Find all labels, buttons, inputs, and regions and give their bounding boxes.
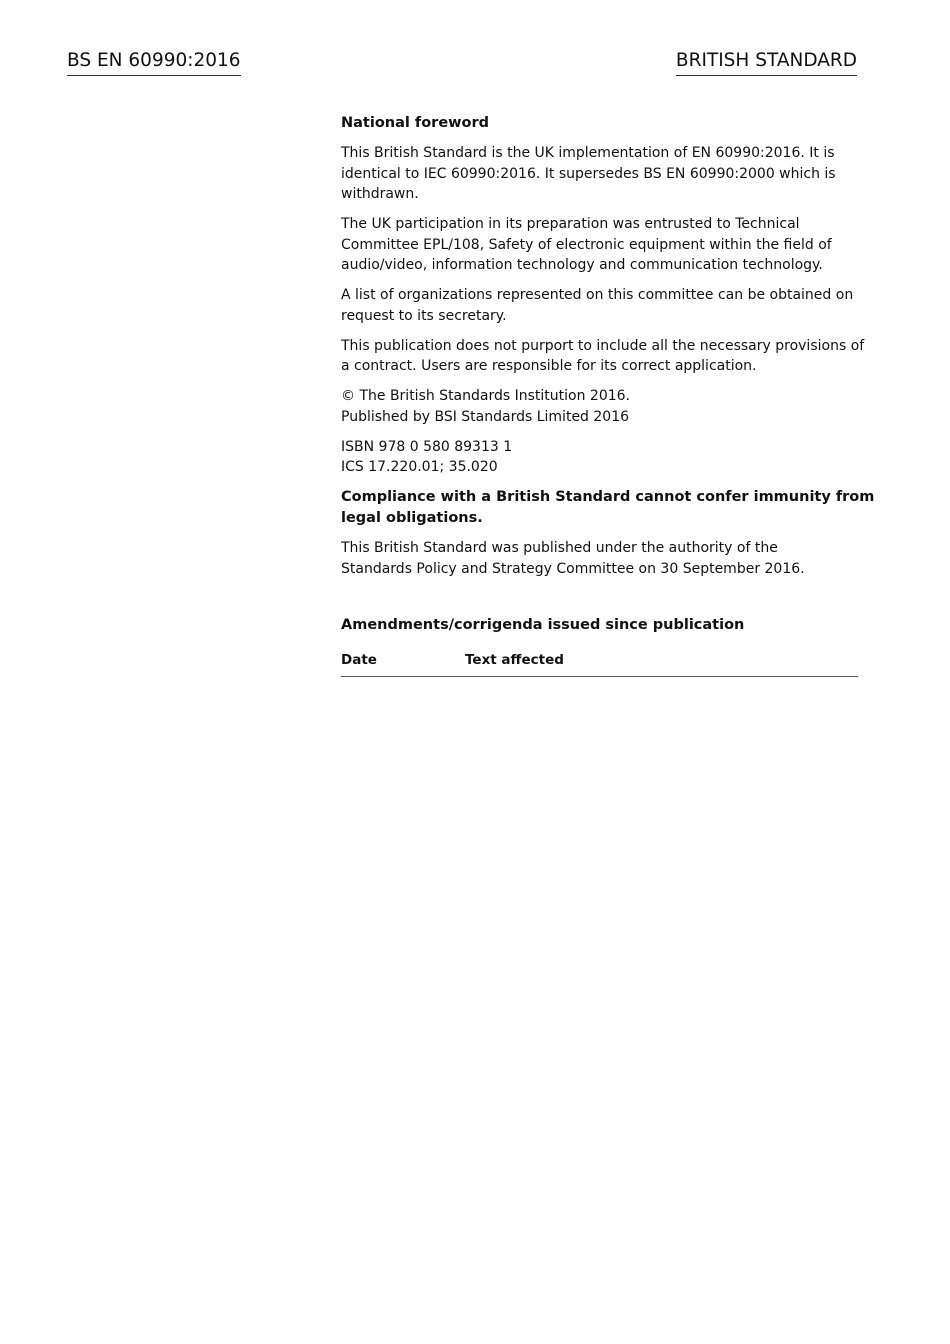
text-line: This publication does not purport to include all the necessary provisions of — [341, 337, 865, 354]
text-line: This British Standard was published under the authority of the — [341, 540, 778, 556]
text-line: Standards Policy and Strategy Committee on 30 September 2016. — [341, 560, 805, 577]
authority-statement — [341, 538, 858, 579]
isbn: ISBN 978 0 580 89313 1 — [341, 438, 513, 455]
text-line: request to its secretary. — [341, 307, 507, 324]
national-foreword-section — [341, 113, 875, 677]
ics-codes: ICS 17.220.01; 35.020 — [341, 459, 498, 475]
text-line: audio/video, information technology and communication technology. — [341, 257, 823, 273]
amendments-title: Amendments/corrigenda issued since publication — [341, 617, 745, 633]
text-line: © The British Standards Institution 2016. — [341, 388, 631, 404]
copyright-notice — [341, 386, 858, 427]
foreword-paragraph-participation — [341, 214, 858, 276]
text-line: legal obligations. — [341, 510, 483, 526]
text-affected-column-header: Text affected — [465, 652, 564, 668]
text-line: This British Standard is the UK implementation of EN 60990:2016. It is — [341, 145, 835, 161]
text-line: Compliance with a British Standard cannot confer immunity from — [341, 489, 875, 505]
date-column-header: Date — [341, 652, 377, 668]
classification-info — [341, 437, 858, 478]
standard-type-header: BRITISH STANDARD — [676, 49, 857, 76]
text-line: A list of organizations represented on this committee can be obtained on — [341, 287, 854, 303]
foreword-title: National foreword — [341, 115, 490, 131]
foreword-paragraph-contract — [341, 336, 865, 377]
foreword-paragraph-organizations — [341, 285, 858, 326]
text-line: Published by BSI Standards Limited 2016 — [341, 408, 630, 425]
compliance-notice — [341, 487, 875, 529]
text-line: Committee EPL/108, Safety of electronic equipment within the field of — [341, 236, 832, 253]
amendments-table-header — [341, 651, 858, 677]
document-id-header: BS EN 60990:2016 — [67, 49, 241, 76]
text-line: identical to IEC 60990:2016. It supersedes BS EN 60990:2000 which is — [341, 165, 836, 182]
text-line: a contract. Users are responsible for its correct application. — [341, 358, 757, 374]
text-line: The UK participation in its preparation was entrusted to Technical — [341, 216, 800, 232]
text-line: withdrawn. — [341, 186, 419, 202]
foreword-paragraph-implementation — [341, 143, 858, 205]
